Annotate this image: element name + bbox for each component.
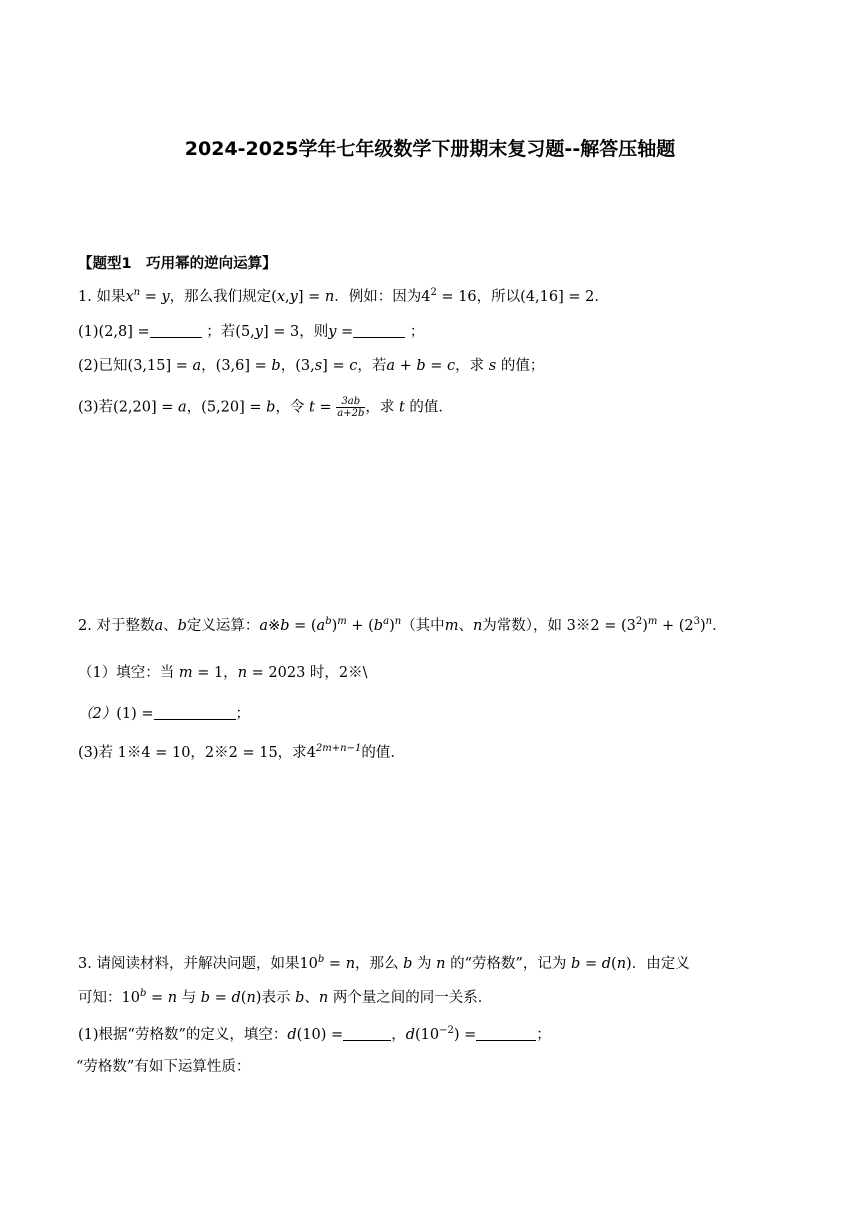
q3-stem: 3. 请阅读材料，并解决问题，如果$10^b = n$，那么 b 为 n 的“劳格数”，记为 b = d(n)．由定义 bbox=[78, 954, 690, 972]
answer-blank[interactable] bbox=[343, 1026, 391, 1041]
q1-part1: (1)(2,8] = ；若(5,y] = 3，则y = ； bbox=[78, 324, 425, 340]
fraction: $\frac{3ab}{a+2b}$ bbox=[337, 396, 365, 419]
answer-blank[interactable] bbox=[476, 1026, 536, 1041]
q3-stem-line2: 可知：$10^b = n$ 与 b = d(n)表示 b、n 两个量之间的同一关系． bbox=[78, 988, 493, 1006]
page-title: 2024-2025学年七年级数学下册期末复习题--解答压轴题 bbox=[184, 138, 676, 160]
q3-part1: (1)根据“劳格数”的定义，填空：d(10) = ，$d(10^{-2})$ = ； bbox=[78, 1025, 551, 1043]
answer-blank[interactable] bbox=[150, 323, 202, 338]
q1-stem: 1. 如果$x^n = y$，那么我们规定(x,y] = n．例如：因为$4^2 = 16$，所以(4,16] = 2． bbox=[78, 287, 609, 305]
answer-blank[interactable] bbox=[353, 323, 405, 338]
q2-part1: （1）填空：当 m = 1，n = 2023 时，2※\ bbox=[78, 665, 368, 681]
q3-property: “劳格数”有如下运算性质： bbox=[76, 1059, 251, 1075]
q2-part2: （2）(1) = ； bbox=[78, 706, 251, 722]
q2-stem: 2. 对于整数a、b定义运算：a※b = $(a^b)^m + (b^a)^n$（其中m、n为常数），如 3※2 = $(3^2)^m + (2^3)^n$． bbox=[78, 616, 727, 634]
section-heading: 【题型1 巧用幂的逆向运算】 bbox=[78, 256, 277, 272]
q1-part2: (2)已知(3,15] = a，(3,6] = b，(3,s] = c，若a + b = c，求 s 的值； bbox=[78, 358, 545, 374]
q1-part3: (3)若(2,20] = a，(5,20] = b，令 t = $\frac{3ab}{a+2b}$ ，求 t 的值． bbox=[78, 396, 453, 419]
answer-blank[interactable] bbox=[154, 705, 236, 720]
q2-part3: (3)若 1※4 = 10，2※2 = 15，求$4^{2m+n-1}$的值． bbox=[78, 743, 405, 761]
